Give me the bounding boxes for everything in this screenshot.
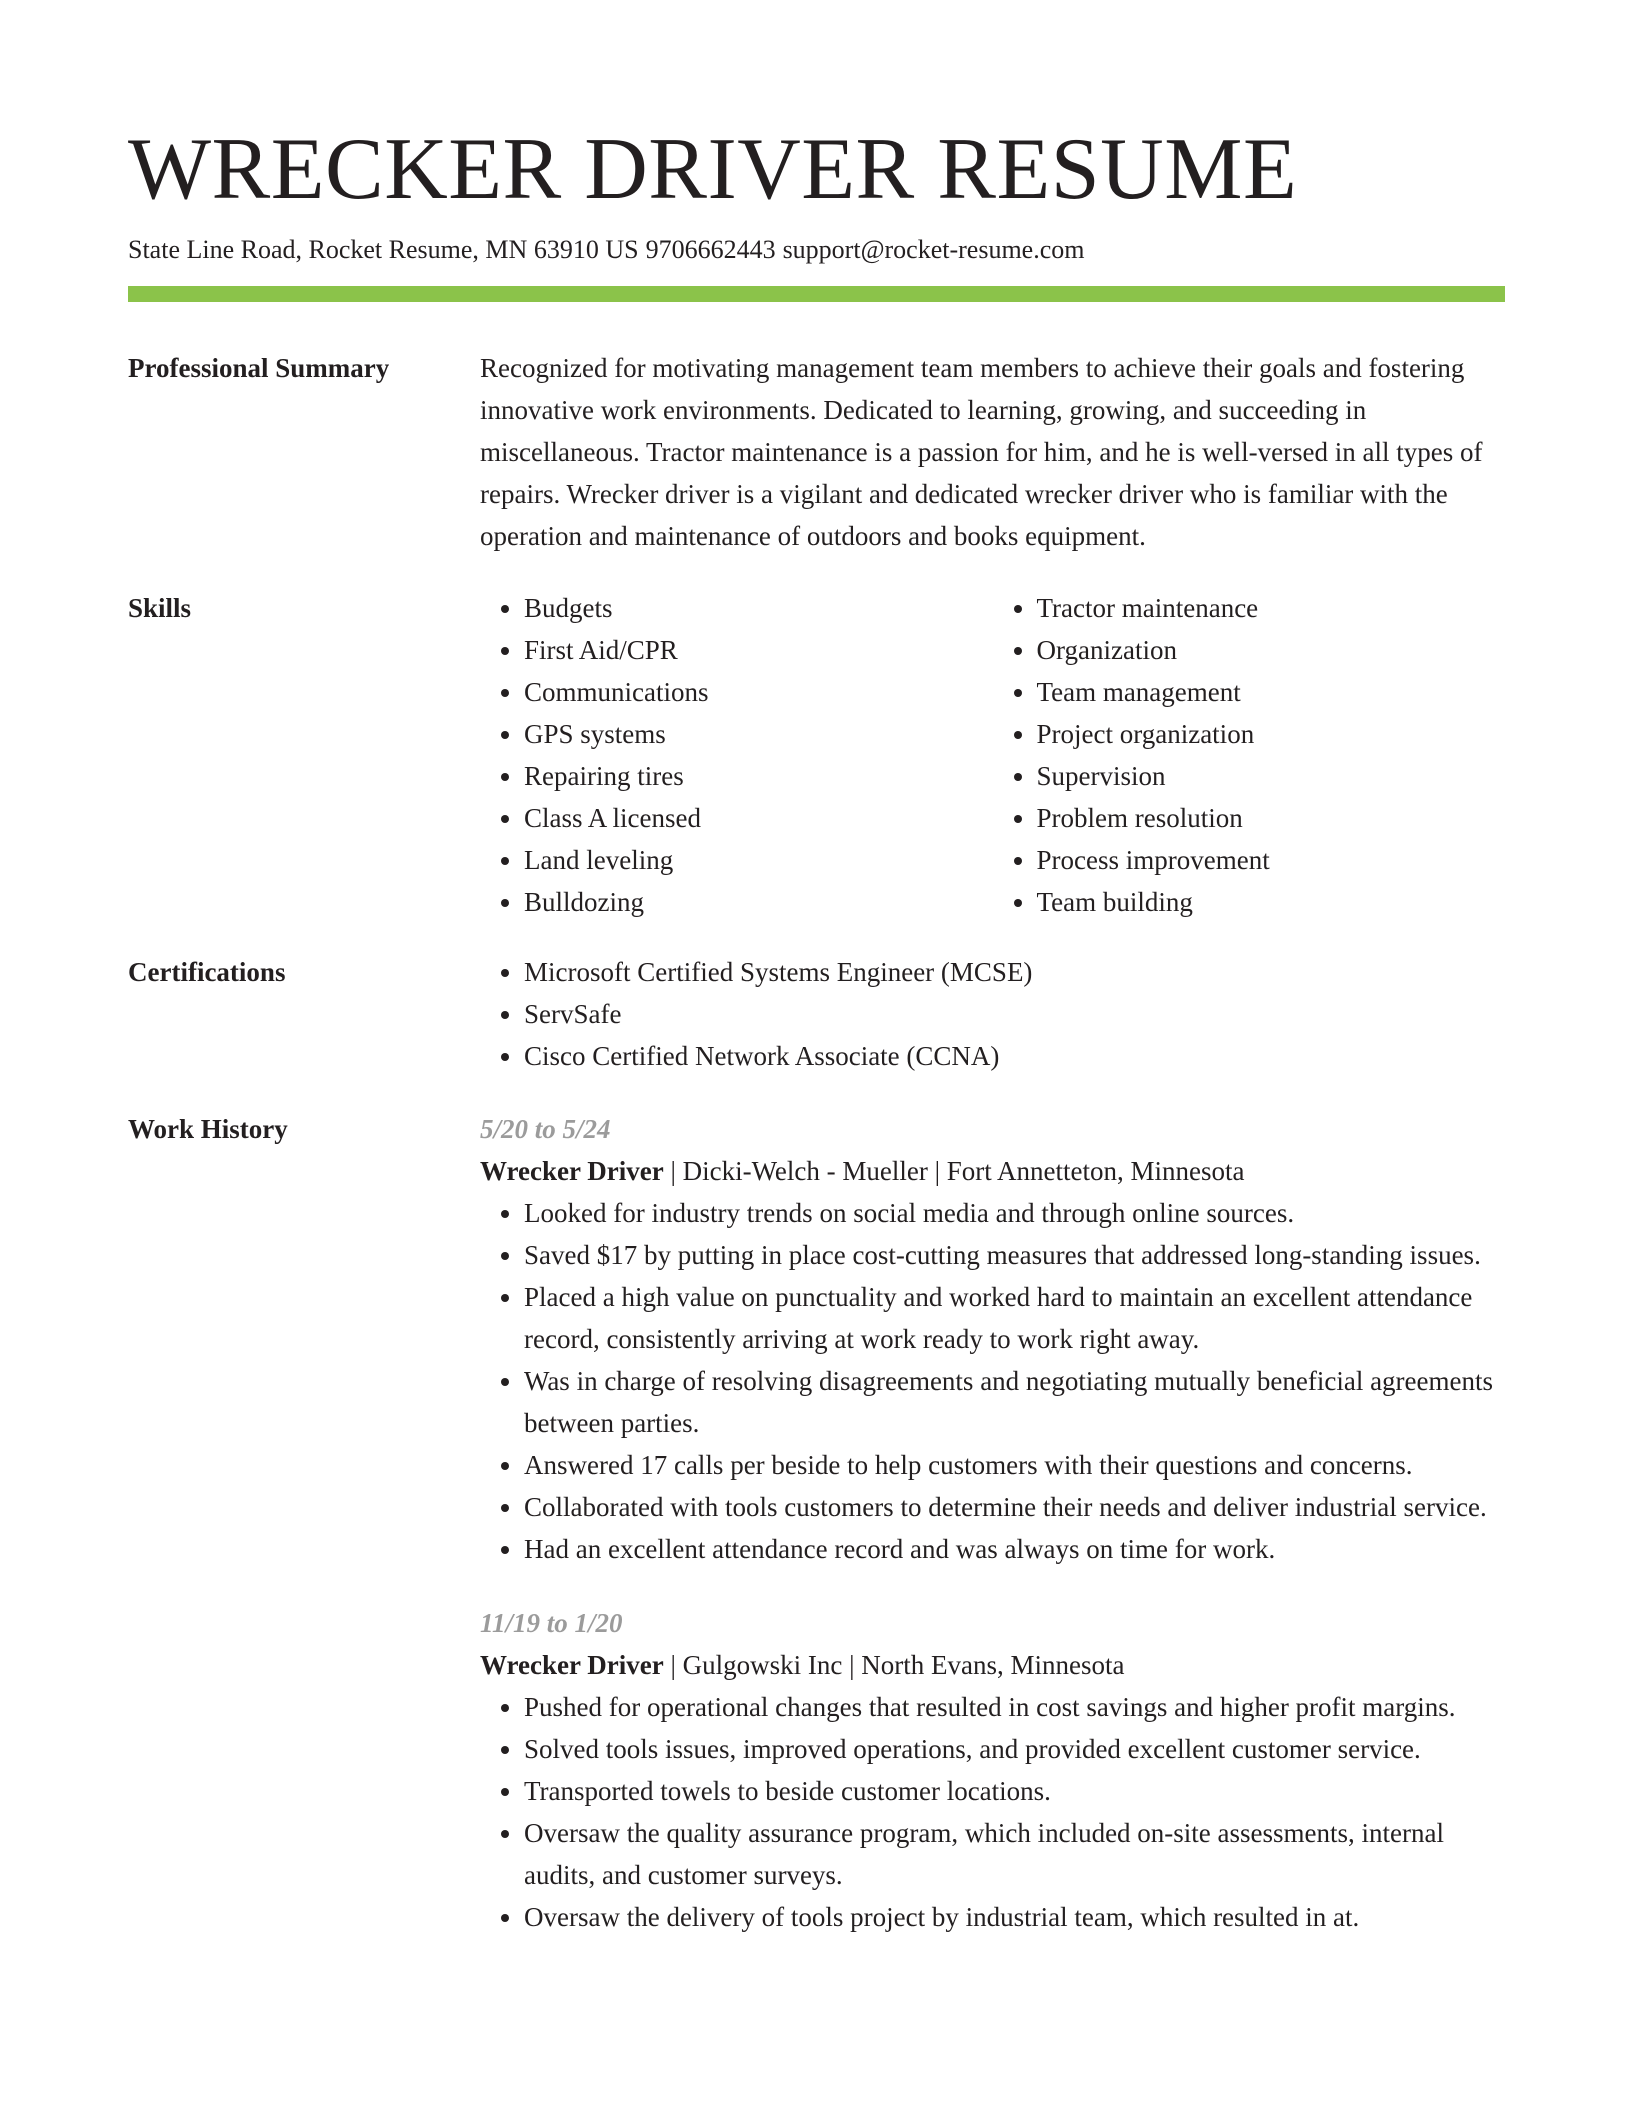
certifications-list bbox=[480, 951, 1505, 1077]
skill-item: • Process improvement bbox=[1037, 839, 1506, 881]
header-divider bbox=[128, 286, 1505, 302]
job-bullet: • Saved $17 by putting in place cost-cutting measures that addressed long-standing issues. bbox=[524, 1234, 1505, 1276]
job-entry bbox=[480, 1108, 1505, 1570]
skills-column-1 bbox=[480, 587, 993, 923]
skill-item: • First Aid/CPR bbox=[524, 629, 993, 671]
job-bullets bbox=[480, 1192, 1505, 1570]
job-bullet: • Was in charge of resolving disagreements and negotiating mutually beneficial agreements between parties. bbox=[524, 1360, 1505, 1444]
skill-item: • Supervision bbox=[1037, 755, 1506, 797]
job-dates: 5/20 to 5/24 bbox=[480, 1114, 611, 1144]
contact-phone: 9706662443 bbox=[645, 235, 776, 264]
work-history-body bbox=[480, 1108, 1505, 1938]
job-entry bbox=[480, 1602, 1505, 1938]
job-bullet: • Answered 17 calls per beside to help customers with their questions and concerns. bbox=[524, 1444, 1505, 1486]
skill-item: • Budgets bbox=[524, 587, 993, 629]
skills-body bbox=[480, 587, 1505, 923]
skill-item: • Team management bbox=[1037, 671, 1506, 713]
job-bullet: • Solved tools issues, improved operations, and provided excellent customer service. bbox=[524, 1728, 1505, 1770]
skill-item: • Land leveling bbox=[524, 839, 993, 881]
job-bullet: • Collaborated with tools customers to determine their needs and deliver industrial service. bbox=[524, 1486, 1505, 1528]
summary-body bbox=[480, 347, 1505, 557]
resume-title: WRECKER DRIVER RESUME bbox=[128, 121, 1298, 218]
contact-address: State Line Road, Rocket Resume, MN 63910 US bbox=[128, 235, 639, 264]
summary-heading: Professional Summary bbox=[128, 353, 390, 383]
job-dates: 11/19 to 1/20 bbox=[480, 1608, 623, 1638]
certification-item: • Cisco Certified Network Associate (CCNA) bbox=[524, 1035, 1505, 1077]
certification-item: • ServSafe bbox=[524, 993, 1505, 1035]
job-bullet: • Placed a high value on punctuality and worked hard to maintain an excellent attendance record, consistently arriving at work ready to work right away. bbox=[524, 1276, 1505, 1360]
job-heading bbox=[480, 1644, 1505, 1686]
skill-item: • Class A licensed bbox=[524, 797, 993, 839]
job-employer-location: | Dicki-Welch - Mueller | Fort Annetteton, Minnesota bbox=[663, 1156, 1245, 1186]
job-bullets bbox=[480, 1686, 1505, 1938]
job-title: Wrecker Driver bbox=[480, 1650, 664, 1680]
skill-item: • Repairing tires bbox=[524, 755, 993, 797]
contact-line bbox=[128, 233, 1084, 267]
work-history-heading: Work History bbox=[128, 1114, 288, 1144]
skill-item: • GPS systems bbox=[524, 713, 993, 755]
job-title: Wrecker Driver bbox=[480, 1156, 664, 1186]
skill-item: • Problem resolution bbox=[1037, 797, 1506, 839]
skill-item: • Communications bbox=[524, 671, 993, 713]
job-bullet: • Oversaw the delivery of tools project by industrial team, which resulted in at. bbox=[524, 1896, 1505, 1938]
job-bullet: • Looked for industry trends on social media and through online sources. bbox=[524, 1192, 1505, 1234]
skill-item: • Project organization bbox=[1037, 713, 1506, 755]
certification-item: • Microsoft Certified Systems Engineer (MCSE) bbox=[524, 951, 1505, 993]
job-employer-location: | Gulgowski Inc | North Evans, Minnesota bbox=[663, 1650, 1125, 1680]
contact-email: support@rocket-resume.com bbox=[782, 235, 1085, 264]
skill-item: • Tractor maintenance bbox=[1037, 587, 1506, 629]
job-bullet: • Oversaw the quality assurance program, which included on-site assessments, internal audits, and customer surveys. bbox=[524, 1812, 1505, 1896]
job-bullet: • Pushed for operational changes that resulted in cost savings and higher profit margins. bbox=[524, 1686, 1505, 1728]
skill-item: • Bulldozing bbox=[524, 881, 993, 923]
job-heading bbox=[480, 1150, 1505, 1192]
job-bullet: • Transported towels to beside customer locations. bbox=[524, 1770, 1505, 1812]
certifications-body bbox=[480, 951, 1505, 1077]
job-bullet: • Had an excellent attendance record and was always on time for work. bbox=[524, 1528, 1505, 1570]
certifications-heading: Certifications bbox=[128, 957, 286, 987]
skill-item: • Organization bbox=[1037, 629, 1506, 671]
skill-item: • Team building bbox=[1037, 881, 1506, 923]
skills-heading: Skills bbox=[128, 593, 192, 623]
summary-text: Recognized for motivating management team members to achieve their goals and fostering innovative work environments. Dedicated to learning, growing, and succeeding in miscellaneous. Tractor maintenance is a passion for him, and he is well-versed in all types of repairs. Wrecker driver is a vigilant and dedicated wrecker driver who is familiar with the operation and maintenance of outdoors and books equipment. bbox=[480, 353, 1483, 551]
skills-column-2 bbox=[993, 587, 1506, 923]
